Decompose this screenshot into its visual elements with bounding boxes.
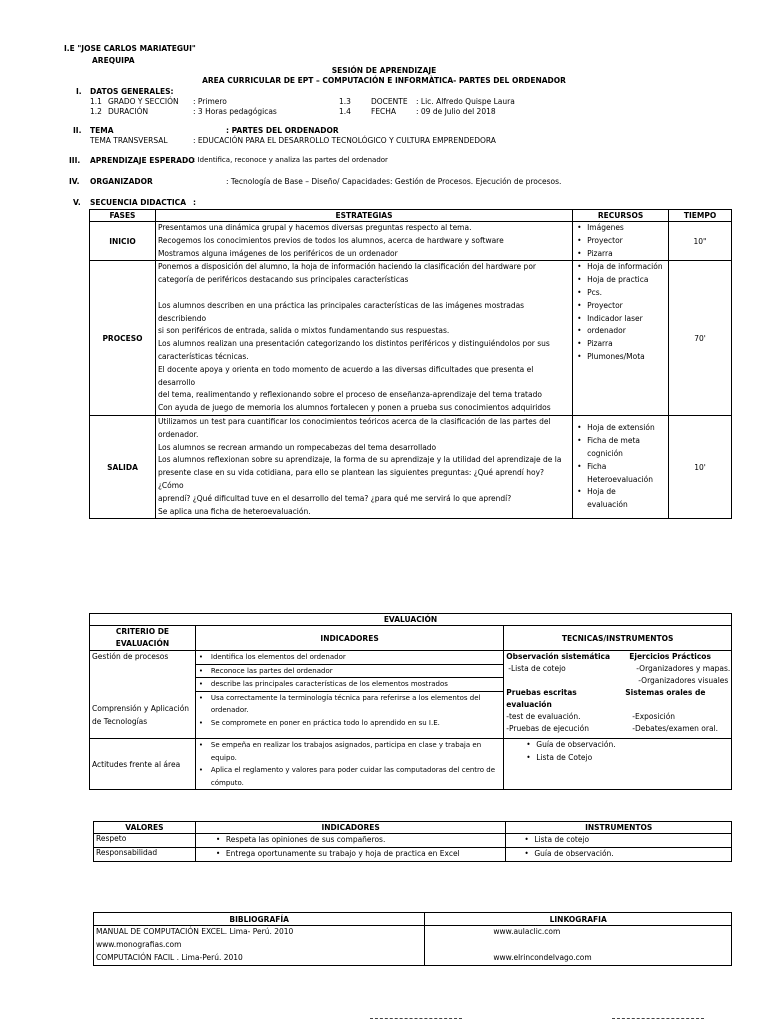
recurso-item: • Proyector [575, 300, 666, 313]
tiempo-proceso: 70' [669, 261, 732, 416]
aprendizaje-value: : Identifica, reconoce y analiza las partes del ordenador [193, 156, 388, 164]
estrategia-line: del tema, realimentando y reflexionando sobre el proceso de enseñanza-aprendizaje del tema tratado [157, 390, 542, 400]
grado-label: GRADO Y SECCIÓN [108, 97, 179, 106]
valor-cell: Responsabilidad [94, 847, 196, 861]
estrategia-line: Utilizamos un test para cuantificar los conocimientos teóricos acerca de la clasificación de las partes del [157, 416, 551, 426]
indicador-item: • Aplica el reglamento y valores para poder cuidar las computadoras del centro de cómputo. [196, 764, 503, 789]
recurso-item: • Hoja de extensión [575, 422, 655, 435]
estrategia-line: Recogemos los conocimientos previos de todos los alumnos, acerca de hardware y software [157, 235, 504, 245]
tecnica-org-mapas: -Organizadores y mapas. [636, 664, 731, 673]
criterio-comprension: Comprensión y Aplicación de Tecnologías [92, 704, 190, 726]
tecnica-item: • Lista de Cotejo [524, 752, 729, 765]
tecnica-pruebas-ejecucion: -Pruebas de ejecución [506, 724, 589, 733]
col-bibliografia: BIBLIOGRAFÍA [94, 913, 425, 926]
table-row [90, 415, 732, 518]
col-estrategias: ESTRATEGIAS [155, 210, 572, 222]
valor-instrumento-cell [506, 847, 732, 861]
tecnicas-actitudes-cell [504, 739, 732, 790]
col-recursos: RECURSOS [573, 210, 669, 222]
recurso-item: • Proyector [575, 235, 666, 248]
table-row [90, 261, 732, 416]
estrategia-line: categoría de periféricos destacando sus principales características [157, 275, 409, 285]
tiempo-salida: 10' [669, 415, 732, 518]
bibliografia-table [93, 912, 732, 966]
recurso-item: • Hoja de evaluación [575, 486, 655, 512]
bibliografia-cell [94, 926, 425, 966]
col-fases: FASES [90, 210, 156, 222]
evaluacion-table [89, 613, 732, 790]
item-num: 1.2 [90, 107, 102, 116]
indicador-item: • Usa correctamente la terminología técnica para referirse a los elementos del ordenador. [196, 692, 503, 717]
fase-proceso: PROCESO [90, 261, 156, 416]
duracion-value: : 3 Horas pedagógicas [193, 107, 277, 116]
col-indicadores: INDICADORES [195, 626, 503, 651]
estrategia-line: aprendí? ¿Qué dificultad tuve en el desarrollo del tema? ¿para qué me servirá lo que aprendí? [157, 493, 512, 503]
item-num: 1.4 [339, 107, 351, 116]
tecnica-test: -test de evaluación. [506, 712, 581, 721]
datos-generales-label: DATOS GENERALES: [90, 87, 174, 96]
valor-indicador: • Respeta las opiniones de sus compañeros. [214, 834, 503, 847]
spacer [158, 287, 570, 300]
spacer [493, 939, 729, 952]
recurso-item: • Imágenes [575, 222, 666, 235]
col-tecnicas: TECNICAS/INSTRUMENTOS [504, 626, 732, 651]
grado-value: : Primero [193, 97, 227, 106]
col-instrumentos: INSTRUMENTOS [506, 822, 732, 834]
recurso-item: • Ficha Heteroevaluación [575, 461, 655, 487]
tema-label: TEMA [90, 126, 114, 135]
docente-label: DOCENTE [371, 97, 408, 106]
estrategias-inicio [155, 222, 572, 261]
section-num-2: II. [73, 126, 82, 135]
valor-instrumento-cell [506, 834, 732, 848]
bibliografia-item: www.monografias.com [96, 939, 182, 949]
bibliografia-item: MANUAL DE COMPUTACIÓN EXCEL. Lima- Perú. 2010 [96, 927, 294, 936]
recurso-item: • Pizarra [575, 248, 666, 261]
secuencia-table [89, 209, 732, 519]
table-row [94, 834, 732, 848]
section-num-4: IV. [69, 177, 80, 186]
estrategia-line: Se aplica una ficha de heteroevaluación. [157, 506, 311, 516]
organizador-label: ORGANIZADOR [90, 177, 153, 186]
indicador-item: • Se empeña en realizar los trabajos asignados, participa en clase y trabaja en equipo. [196, 739, 503, 764]
tecnica-org-visuales: -Organizadores visuales [638, 676, 729, 685]
evaluacion-title: EVALUACIÓN [90, 614, 732, 626]
estrategia-line: Presentamos una dinámica grupal y hacemos diversas preguntas respecto al tema. [157, 223, 472, 232]
valor-instrumento: • Guía de observación. [522, 848, 729, 861]
recurso-item: • Plumones/Mota [575, 351, 666, 364]
section-num-3: III. [69, 156, 81, 165]
indicadores-actitudes-cell [195, 739, 503, 790]
estrategia-line: Los alumnos reflexionan sobre su aprendizaje, la forma de su aprendizaje y la utilidad del aprendizaje de la [157, 455, 562, 465]
tecnica-pruebas-escritas: Pruebas escritas [506, 688, 577, 697]
docente-value: : Lic. Alfredo Quispe Laura [416, 97, 515, 106]
tecnica-debates: -Debates/examen oral. [632, 724, 719, 733]
estrategia-line: si son periféricos de entrada, salida o mixtos fundamentando sus respuestas. [157, 326, 450, 336]
fecha-label: FECHA [371, 107, 397, 116]
recurso-item: • Ficha de meta cognición [575, 435, 655, 461]
fase-inicio: INICIO [90, 222, 156, 261]
valores-table [93, 821, 732, 862]
tiempo-inicio: 10" [669, 222, 732, 261]
tema-transversal-label: TEMA TRANSVERSAL [90, 136, 168, 145]
school-name: I.E "JOSE CARLOS MARIATEGUI" [64, 44, 196, 53]
indicador-item: • describe las principales características de los elementos mostrados [196, 678, 503, 692]
link-item: www.aulaclic.com [493, 927, 561, 936]
estrategia-line: presente clase en su vida cotidiana, para ello se plantean las siguientes preguntas: ¿Qué aprendí hoy? ¿Cómo [157, 468, 545, 490]
recurso-item: • Hoja de información [575, 261, 666, 274]
col-valores-indicadores: INDICADORES [195, 822, 505, 834]
recurso-item: • Pizarra [575, 338, 666, 351]
signature-line-docente [370, 1018, 462, 1019]
tecnica-ejercicios: Ejercicios Prácticos [629, 652, 711, 661]
area-title: AREA CURRICULAR DE EPT – COMPUTACIÓN E INFORMÀTICA- PARTES DEL ORDENADOR [202, 76, 566, 85]
valor-indicador: • Entrega oportunamente su trabajo y hoja de practica en Excel [214, 848, 503, 861]
indicadores-cell [195, 651, 503, 739]
recurso-item: • Indicador laser [575, 313, 666, 326]
secuencia-colon: : [193, 198, 196, 207]
criterio-cell [90, 651, 196, 739]
tecnica-exposicion: -Exposición [632, 712, 676, 721]
col-valores: VALORES [94, 822, 196, 834]
estrategia-line: ordenador. [157, 429, 199, 439]
table-row [94, 847, 732, 861]
session-title: SESIÓN DE APRENDIZAJE [331, 66, 437, 75]
estrategia-line: Los alumnos describen en una práctica las principales características de las imágenes mostradas describiendo [157, 300, 525, 323]
section-num-1: I. [76, 87, 82, 96]
indicador-item: • Reconoce las partes del ordenador [196, 665, 503, 679]
fecha-value: : 09 de Julio del 2018 [416, 107, 496, 116]
indicador-item: • Se compromete en poner en práctica todo lo aprendido en su I.E. [196, 717, 503, 730]
aprendizaje-label: APRENDIZAJE ESPERADO [90, 156, 195, 165]
tema-transversal-value: : EDUCACIÓN PARA EL DESARROLLO TECNOLÓGICO Y CULTURA EMPRENDEDORA [193, 136, 496, 145]
estrategia-line: Mostramos alguna imágenes de los periféricos de un ordenador [157, 248, 398, 258]
table-row [94, 926, 732, 966]
table-row [90, 651, 732, 739]
tecnica-sistemas-orales: Sistemas orales de [625, 688, 706, 697]
tecnica-observacion: Observación sistemática [506, 652, 611, 661]
estrategia-line: Los alumnos realizan una presentación categorizando los distintos periféricos y distinguiéndolos por sus [157, 339, 550, 349]
table-row [90, 222, 732, 261]
col-linkografia: LINKOGRAFIA [425, 913, 732, 926]
valor-indicador-cell [195, 847, 505, 861]
estrategias-salida [155, 415, 572, 518]
criterio-gestion: Gestión de procesos [92, 652, 169, 661]
bibliografia-item: COMPUTACIÓN FACIL . Lima-Perú. 2010 [96, 952, 243, 962]
criterio-actitudes: Actitudes frente al área [90, 739, 196, 790]
item-num: 1.3 [339, 97, 351, 106]
link-item: www.elrincondelvago.com [493, 952, 592, 962]
col-tiempo: TIEMPO [669, 210, 732, 222]
recurso-item: • ordenador [575, 325, 666, 338]
valor-instrumento: • Lista de cotejo [522, 834, 729, 847]
tecnica-evaluacion: evaluación [506, 700, 552, 709]
estrategia-line: características técnicas. [157, 351, 249, 361]
recursos-salida [573, 415, 669, 518]
recursos-proceso [573, 261, 669, 416]
item-num: 1.1 [90, 97, 102, 106]
estrategias-proceso [155, 261, 572, 416]
estrategia-line: Con ayuda de juego de memoria los alumnos fortalecen y ponen a prueba sus conocimientos adquiridos [157, 403, 551, 413]
section-num-5: V. [73, 198, 81, 207]
fase-salida: SALIDA [90, 415, 156, 518]
table-row [90, 739, 732, 790]
tecnicas-cell [504, 651, 732, 739]
recurso-item: • Pcs. [575, 287, 666, 300]
recursos-inicio [573, 222, 669, 261]
tecnica-lista: -Lista de cotejo [508, 664, 566, 673]
indicador-item: • Identifica los elementos del ordenador [196, 651, 503, 665]
secuencia-label: SECUENCIA DIDACTICA [90, 198, 186, 207]
estrategia-line: Los alumnos se recrean armando un rompecabezas del tema desarrollado [157, 442, 437, 452]
organizador-value: : Tecnología de Base – Diseño/ Capacidades: Gestión de Procesos. Ejecución de procesos. [226, 177, 562, 186]
duracion-label: DURACIÓN [108, 107, 149, 116]
tema-value: : PARTES DEL ORDENADOR [226, 126, 339, 135]
signature-line-director [612, 1018, 704, 1019]
estrategia-line: El docente apoya y orienta en todo momento de acuerdo a las diversas dificultades que presenta el desarrollo [157, 364, 534, 387]
valor-cell: Respeto [94, 834, 196, 848]
valor-indicador-cell [195, 834, 505, 848]
recurso-item: • Hoja de practica [575, 274, 666, 287]
school-city: AREQUIPA [92, 56, 135, 65]
col-criterio: CRITERIO DE EVALUACIÓN [90, 626, 196, 651]
tecnica-item: • Guía de observación. [524, 739, 729, 752]
linkografia-cell [425, 926, 732, 966]
estrategia-line: Ponemos a disposición del alumno, la hoja de información haciendo la clasificación del hardware por [157, 262, 536, 272]
